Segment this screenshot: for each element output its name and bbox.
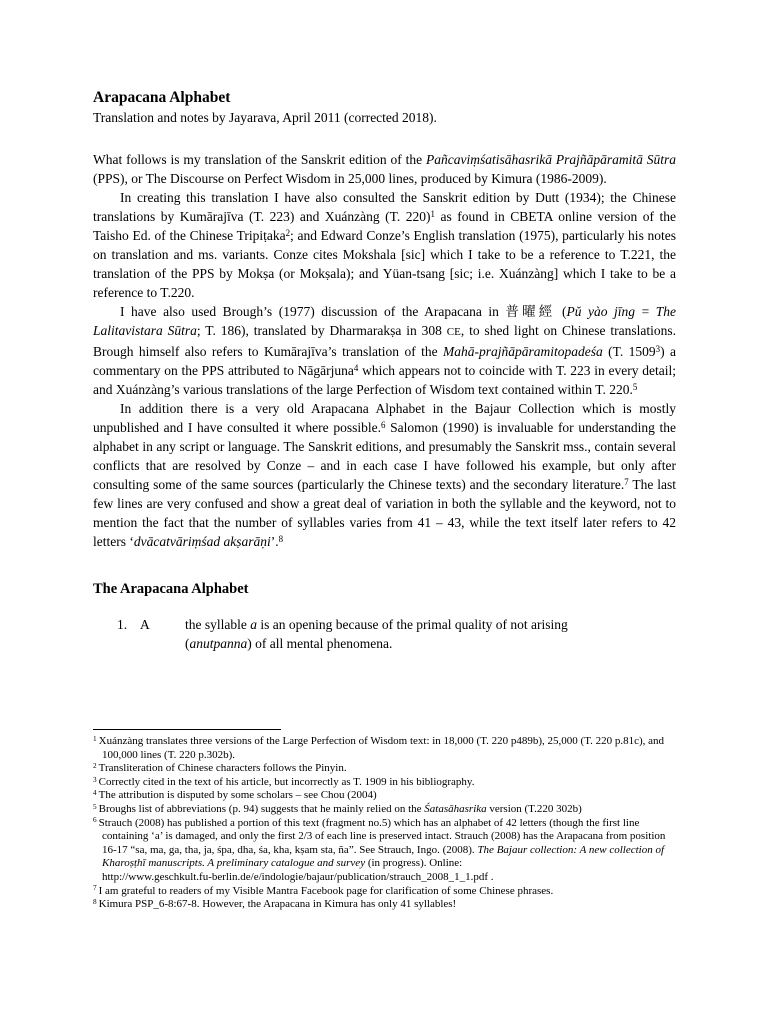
footnote-4 — [93, 789, 679, 803]
footnote-separator — [93, 729, 281, 730]
footnote-5 — [93, 803, 679, 817]
item-number: 1. — [117, 617, 128, 632]
document-title: Arapacana Alphabet — [93, 89, 231, 106]
footnotes-section — [93, 729, 679, 912]
body-paragraph-1: What follows is my translation of the Sanskrit edition of the Pañcaviṃśatisāhasrikā Prajñāpāramitā Sūtra (PPS), or The Discourse on Perfect Wisdom in 25,000 lines, produced by Kimura (1986-2009). — [93, 152, 676, 186]
document-byline: Translation and notes by Jayarava, April 2011 (corrected 2018). — [93, 110, 437, 125]
footnote-text: Correctly cited in the text of his article, but incorrectly as T. 1909 in his bibliography. — [98, 775, 475, 788]
footnote-text: Broughs list of abbreviations (p. 94) suggests that he mainly relied on the Śatasāhasrika version (T.220 302b) — [98, 802, 582, 815]
footnote-number: 3 — [93, 775, 97, 784]
footnote-number: 6 — [93, 816, 97, 825]
footnote-text: Kimura PSP_6-8:67-8. However, the Arapacana in Kimura has only 41 syllables! — [98, 898, 457, 911]
page-content — [93, 88, 676, 653]
footnote-text: Strauch (2008) has published a portion of this text (fragment no.5) which has an alphabet of 42 letters (though the first line containing ‘a’ is damaged, and only the first 2/3 of each line is preserved intact. Strauch (2008) has the Arapacana from position 16-17 “sa, ma, ga, tha, ja, śpa, dha, śa, kha, kṣam sta, ña”. See Strauch, Ingo. (2008). The Bajaur collection: A new collection of Kharoṣṭhī manuscripts. A preliminary catalogue and survey (in progress). Online: http://www.geschkult.fu-berlin.de/e/indologie/bajaur/publication/strauch_2008_1_1.pdf . — [98, 816, 666, 883]
footnote-number: 5 — [93, 802, 97, 811]
list-item-a — [93, 615, 676, 653]
footnote-1 — [93, 735, 679, 762]
item-letter: A — [140, 617, 150, 632]
footnote-text: Xuánzàng translates three versions of the Large Perfection of Wisdom text: in 18,000 (T. 220 p489b), 25,000 (T. 220 p.81c), and 100,000 lines (T. 220 p.302b). — [98, 735, 665, 761]
footnote-number: 7 — [93, 884, 97, 893]
footnote-number: 4 — [93, 789, 97, 798]
body-paragraph-2: In creating this translation I have also consulted the Sanskrit edition by Dutt (1934); the Chinese translations by Kumārajīva (T. 223) and Xuánzàng (T. 220)$^1$ as found in CBETA online version of the Taisho Ed. of the Chinese Tripiṭaka$^2$; and Edward Conze’s English translation (1975), particularly his notes on translation and ms. variants. Conze cites Mokshala [sic] which I take to be a reference to T.221, the translation of the PPS by Mokṣa (or Mokṣala); and Yüan-tsang [sic; i.e. Xuánzàng] which I take to be a reference to T.220. — [93, 190, 676, 300]
footnote-text: I am grateful to readers of my Visible Mantra Facebook page for clarification of some Chinese phrases. — [98, 884, 554, 897]
footnote-number: 8 — [93, 897, 97, 906]
footnote-number: 2 — [93, 761, 97, 770]
alphabet-list — [93, 615, 676, 653]
footnote-6 — [93, 817, 679, 885]
item-text: the syllable a is an opening because of the primal quality of not arising (anutpanna) of all mental phenomena. — [185, 617, 568, 651]
footnote-number: 1 — [93, 734, 97, 743]
footnote-7 — [93, 885, 679, 899]
footnote-text: Transliteration of Chinese characters follows the Pinyin. — [98, 762, 347, 775]
body-paragraph-4: In addition there is a very old Arapacana Alphabet in the Bajaur Collection which is mostly unpublished and I have consulted it where possible.$^6$ Salomon (1990) is invaluable for understanding the alphabet in any script or language. The Sanskrit editions, and presumably the Sanskrit mss., contain several conflicts that are resolved by Conze – and in each case I have followed his example, but only after consulting some of the same sources (particularly the Chinese texts) and the secondary literature.$^7$ The last few lines are very confused and show a great deal of variation in both the syllable and the keyword, not to mention the fact that the number of syllables varies from 41 – 43, while the text itself later refers to 42 letters ‘dvācatvāriṃśad akṣarāṇi’.$^8$ — [93, 401, 676, 549]
footnote-3 — [93, 776, 679, 790]
footnote-8 — [93, 898, 679, 912]
footnote-text: The attribution is disputed by some scholars – see Chou (2004) — [98, 789, 377, 802]
footnote-2 — [93, 762, 679, 776]
section-heading: The Arapacana Alphabet — [93, 581, 249, 597]
body-paragraph-3: I have also used Brough’s (1977) discussion of the Arapacana in 普曜經 (Pǔ yào jīng = The Lalitavistara Sūtra; T. 186), translated by Dharmarakṣa in 308 CE, to shed light on Chinese translations. Brough himself also refers to Kumārajīva’s translation of the Mahā-prajñāpāramitopadeśa (T. 1509$^3$) a commentary on the PPS attributed to Nāgārjuna$^4$ which appears not to coincide with T. 223 in every detail; and Xuánzàng’s various translations of the large Perfection of Wisdom text contained within T. 220.$^5$ — [93, 304, 677, 397]
